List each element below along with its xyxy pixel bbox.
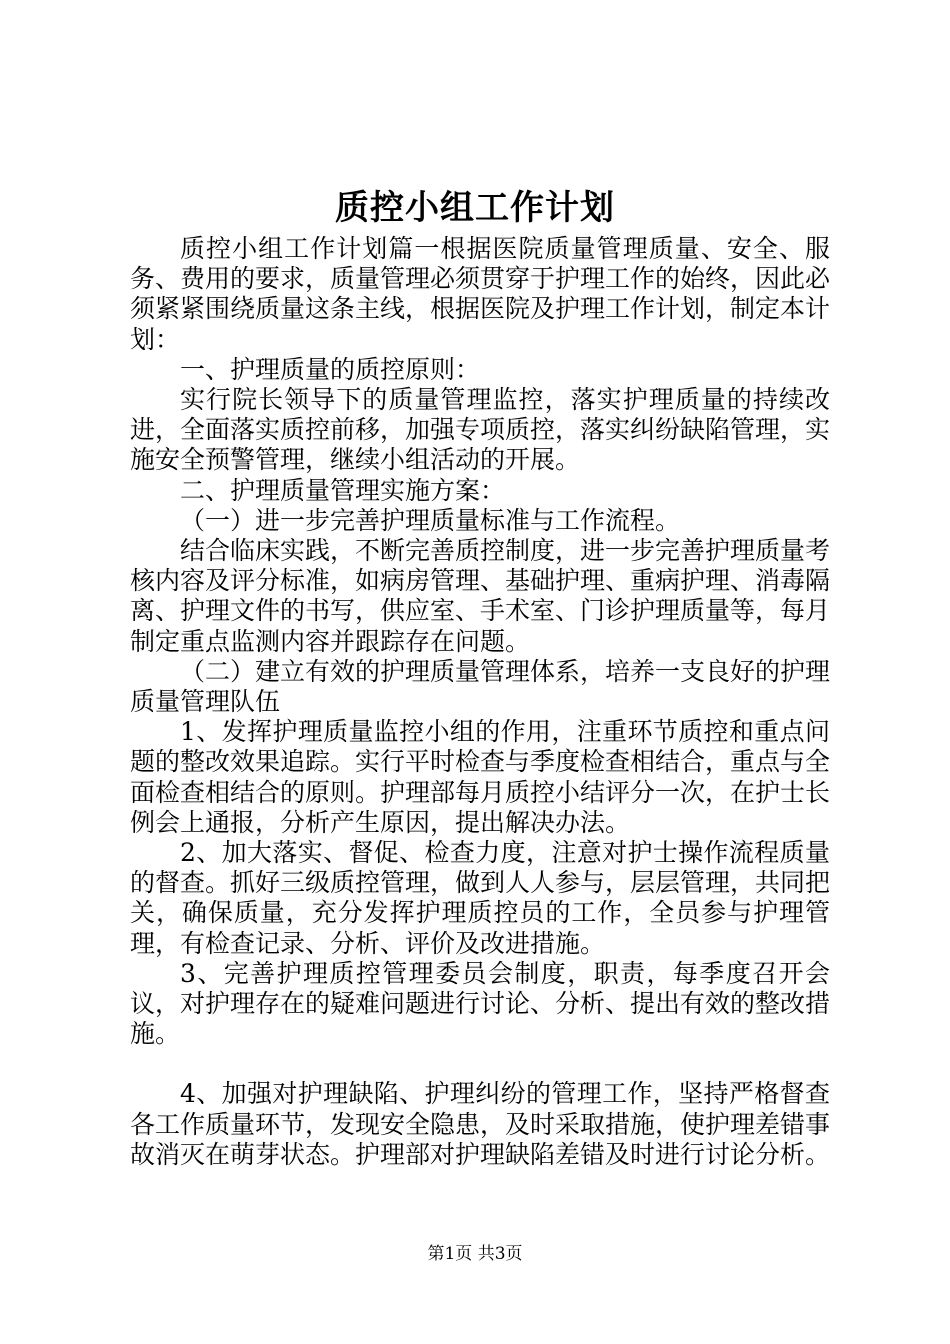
- heading-section-1: 一、护理质量的质控原则：: [180, 354, 481, 384]
- paragraph-intro: 质控小组工作计划篇一根据医院质量管理质量、安全、服务、费用的要求，质量管理必须贯穿于护理工作的始终，因此必须紧紧围绕质量这条主线，根据医院及护理工作计划，制定本计划：: [130, 234, 831, 354]
- paragraph-principles: 实行院长领导下的质量管理监控，落实护理质量的持续改进，全面落实质控前移，加强专项质控，落实纠纷缺陷管理，实施安全预警管理，继续小组活动的开展。: [130, 385, 831, 475]
- list-item-1: 1、发挥护理质量监控小组的作用，注重环节质控和重点问题的整改效果追踪。实行平时检查与季度检查相结合，重点与全面检查相结合的原则。护理部每月质控小结评分一次，在护士长例会上通报，分析产生原因，提出解决办法。: [130, 717, 831, 837]
- list-item-3: 3、完善护理质控管理委员会制度，职责，每季度召开会议，对护理存在的疑难问题进行讨论、分析、提出有效的整改措施。: [130, 958, 831, 1049]
- page-footer: 第1页 共3页: [427, 1244, 523, 1264]
- subheading-item-2: （二）建立有效的护理质量管理体系，培养一支良好的护理质量管理队伍: [130, 656, 831, 717]
- subheading-item-1: （一）进一步完善护理质量标准与工作流程。: [180, 505, 681, 535]
- paragraph-standards: 结合临床实践，不断完善质控制度，进一步完善护理质量考核内容及评分标准，如病房管理、基础护理、重病护理、消毒隔离、护理文件的书写，供应室、手术室、门诊护理质量等，每月制定重点监测内容并跟踪存在问题。: [130, 536, 831, 656]
- document-title: 质控小组工作计划: [335, 188, 615, 228]
- heading-section-2: 二、护理质量管理实施方案：: [180, 475, 506, 505]
- list-item-4: 4、加强对护理缺陷、护理纠纷的管理工作，坚持严格督查各工作质量环节，发现安全隐患，及时采取措施，使护理差错事故消灭在萌芽状态。护理部对护理缺陷差错及时进行讨论分析。: [130, 1079, 831, 1169]
- document-body: [130, 234, 830, 1170]
- list-item-2: 2、加大落实、督促、检查力度，注意对护士操作流程质量的督查。抓好三级质控管理，做到人人参与，层层管理，共同把关，确保质量，充分发挥护理质控员的工作，全员参与护理管理，有检查记录、分析、评价及改进措施。: [130, 838, 831, 958]
